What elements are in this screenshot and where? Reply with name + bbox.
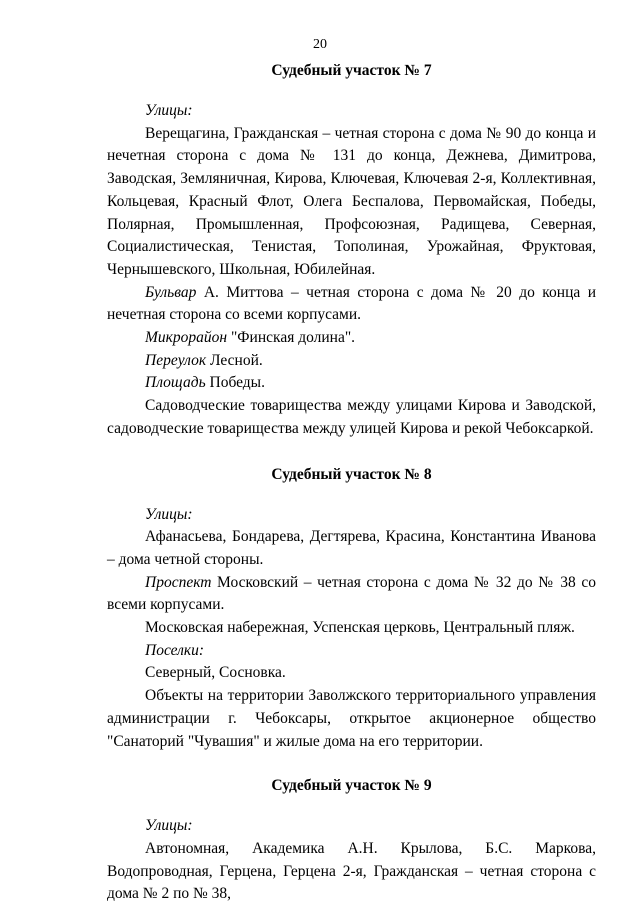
section-heading: Судебный участок № 9 xyxy=(271,777,432,795)
section-court-8 xyxy=(107,464,596,754)
square-label: Площадь xyxy=(145,374,206,392)
streets-paragraph: Верещагина, Гражданская – четная сторона с дома № 90 до конца и нечетная сторона с дома № 131 до конца, Дежнева, Димитрова, Заводская, Земляничная, Кирова, Ключевая, Ключевая 2-я, Коллективная, Кольцевая, Красный Флот, Олега Беспалова, Первомайская, Победы, Полярная, Промышленная, Профсоюзная, Радищева, Северная, Социалистическая, Тенистая, Тополиная, Урожайная, Фруктовая, Чернышевского, Школьная, Юбилейная. xyxy=(107,124,596,278)
boulevard-paragraph xyxy=(107,282,596,327)
microdistrict-text: "Финская долина". xyxy=(230,329,356,347)
section-court-9 xyxy=(107,775,596,906)
square-text: Победы. xyxy=(209,374,265,392)
microdistrict-label: Микрорайон xyxy=(145,329,228,347)
section-heading: Судебный участок № 8 xyxy=(271,465,432,483)
boulevard-label: Бульвар xyxy=(145,283,197,301)
objects-paragraph: Объекты на территории Заволжского территориального управления администрации г. Чебоксары, открытое акционерное общество "Санаторий "Чувашия" и жилые дома на его территории. xyxy=(107,687,596,750)
settlements-paragraph: Северный, Сосновка. xyxy=(145,664,286,682)
boulevard-text: А. Миттова – четная сторона с дома № 20 до конца и нечетная сторона со всеми корпусами. xyxy=(107,283,596,324)
streets-paragraph: Автономная, Академика А.Н. Крылова, Б.С. Маркова, Водопроводная, Герцена, Герцена 2-я, Гражданская – четная сторона с дома № 2 по № 38, xyxy=(107,839,596,903)
streets-label: Улицы: xyxy=(145,817,193,835)
prospect-label: Проспект xyxy=(145,573,212,591)
gardens-paragraph: Садоводческие товарищества между улицами Кирова и Заводской, садоводческие товарищества между улицей Кирова и рекой Чебоксаркой. xyxy=(107,397,596,437)
prospect-paragraph xyxy=(107,572,596,617)
section-heading: Судебный участок № 7 xyxy=(271,62,432,79)
lane-paragraph xyxy=(107,350,596,373)
page-number: 20 xyxy=(313,37,327,52)
streets-label: Улицы: xyxy=(145,102,193,119)
document-body xyxy=(107,60,596,906)
streets-label: Улицы: xyxy=(145,505,193,523)
misc-paragraph: Московская набережная, Успенская церковь, Центральный пляж. xyxy=(145,619,575,637)
prospect-text: Московский – четная сторона с дома № 32 до № 38 со всеми корпусами. xyxy=(107,573,597,614)
square-paragraph xyxy=(107,372,596,395)
lane-text: Лесной. xyxy=(210,351,263,369)
streets-paragraph: Афанасьева, Бондарева, Дегтярева, Красина, Константина Иванова – дома четной стороны. xyxy=(107,528,596,568)
lane-label: Переулок xyxy=(145,351,207,369)
settlements-label: Поселки: xyxy=(145,641,205,659)
microdistrict-paragraph xyxy=(107,327,596,350)
section-court-7 xyxy=(107,60,596,441)
